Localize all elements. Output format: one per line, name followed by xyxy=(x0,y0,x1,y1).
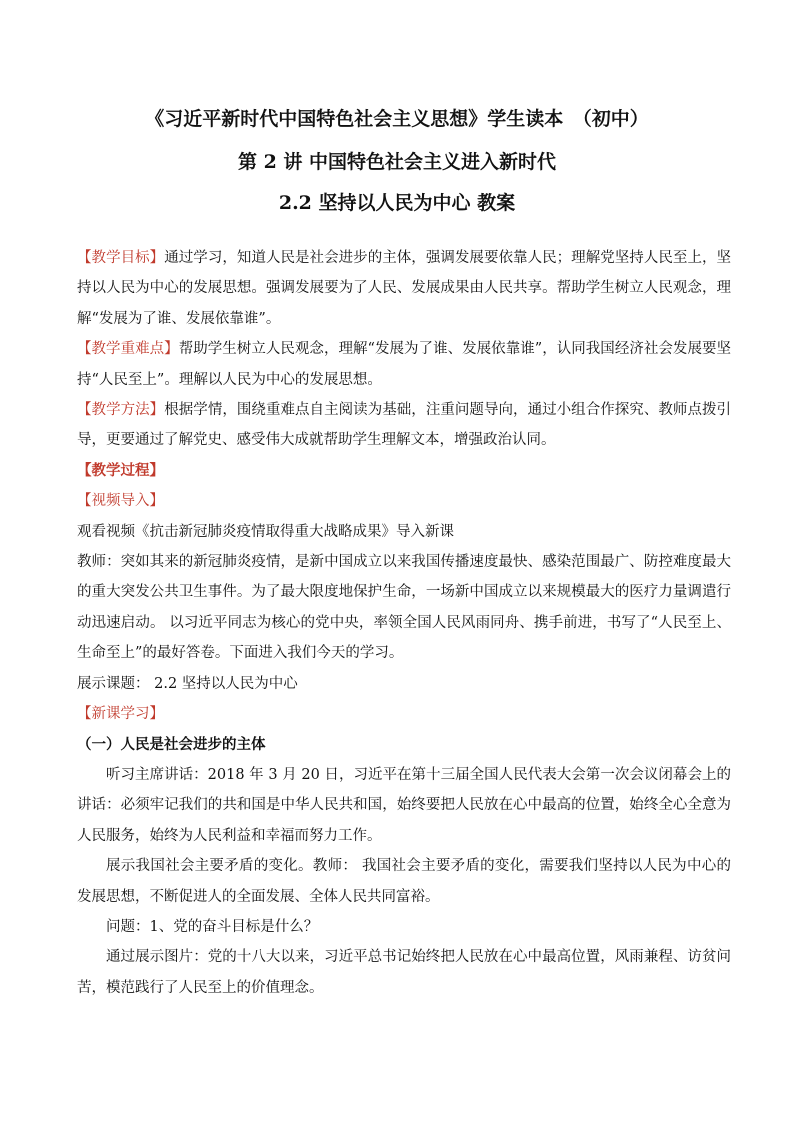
lecture-title: 第 2 讲 中国特色社会主义进入新时代 xyxy=(237,151,557,173)
paragraph-speech: 听习主席讲话：2018 年 3 月 20 日，习近平在第十三届全国人民代表大会第一次会议闭幕会上的讲话：必须牢记我们的共和国是中华人民共和国，始终要把人民放在心中最高的位置，始终全心全意为人民服务，始终为人民利益和幸福而努力工作。 xyxy=(77,766,731,844)
teaching-method xyxy=(77,395,731,456)
lesson-title: 2.2 坚持以人民为中心 教案 xyxy=(278,192,516,214)
teaching-goal-tag: 【教学目标】 xyxy=(77,250,165,266)
paragraph-pictures: 通过展示图片：党的十八大以来，习近平总书记始终把人民放在心中最高位置，风雨兼程、访贫问苦，模范践行了人民至上的价值理念。 xyxy=(77,949,731,996)
teaching-goal xyxy=(77,243,731,334)
show-topic: 展示课题： 2.2 坚持以人民为中心 xyxy=(77,675,298,692)
video-intro-heading: 【视频导入】 xyxy=(77,493,164,510)
key-points-tag: 【教学重难点】 xyxy=(77,341,179,358)
question-one: 问题：1、党的奋斗目标是什么？ xyxy=(106,918,319,935)
paragraph-contradiction: 展示我国社会主要矛盾的变化。教师： 我国社会主要矛盾的变化，需要我们坚持以人民为中心的发展思想，不断促进人的全面发展、全体人民共同富裕。 xyxy=(77,858,731,905)
teaching-method-text: 根据学情，围绕重难点自主阅读为基础，注重问题导向，通过小组合作探究、教师点拨引导，更要通过了解党史、感受伟大成就帮助学生理解文本，增强政治认同。 xyxy=(77,402,732,449)
teaching-goal-text: 通过学习，知道人民是社会进步的主体，强调发展要依靠人民；理解党坚持人民至上，坚持以人民为中心的发展思想。强调发展要为了人民、发展成果由人民共享。帮助学生树立人民观念，理解“发展为了谁、发展依靠谁”。 xyxy=(77,250,732,327)
document-body xyxy=(77,243,731,1003)
teacher-intro: 教师：突如其来的新冠肺炎疫情，是新中国成立以来我国传播速度最快、感染范围最广、防控难度最大的重大突发公共卫生事件。为了最大限度地保护生命，一场新中国成立以来规模最大的医疗力量调遣行动迅速启动。 以习近平同志为核心的党中央，率领全国人民风雨同舟、携手前进，书写了“人民至上、生命至上”的最好答卷。下面进入我们今天的学习。 xyxy=(77,554,731,662)
new-lesson-heading: 【新课学习】 xyxy=(77,706,164,723)
document-title: 《习近平新时代中国特色社会主义思想》学生读本 （初中） xyxy=(145,108,649,130)
teaching-process-heading: 【教学过程】 xyxy=(77,461,164,479)
part-one-title: （一）人民是社会进步的主体 xyxy=(77,735,266,753)
video-line: 观看视频《抗击新冠肺炎疫情取得重大战略成果》导入新课 xyxy=(77,523,454,540)
teaching-method-tag: 【教学方法】 xyxy=(77,402,165,419)
key-points xyxy=(77,334,731,395)
key-points-text: 帮助学生树立人民观念，理解“发展为了谁、发展依靠谁”，认同我国经济社会发展要坚持“人民至上”。理解以人民为中心的发展思想。 xyxy=(77,341,731,388)
